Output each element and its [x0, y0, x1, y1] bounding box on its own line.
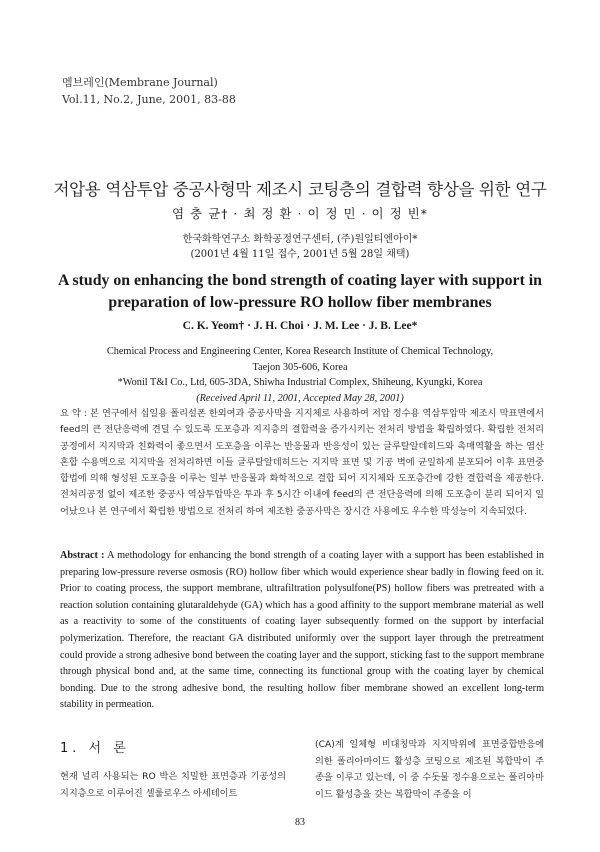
body-column-left: 현재 널리 사용되는 RO 박은 치밀한 표면층과 기공성의 지지층으로 이루어진 셀룰로우스 아세테이트	[60, 771, 286, 799]
affiliation-english	[0, 344, 600, 406]
journal-info	[62, 74, 236, 108]
abstract-english	[60, 548, 544, 714]
authors-english: C. K. Yeom† · J. H. Choi · J. M. Lee · J. B. Lee*	[182, 320, 418, 332]
authors-korean: 염 충 균† · 최 정 환 · 이 정 민 · 이 정 빈*	[172, 206, 428, 221]
abstract-label: Abstract :	[60, 550, 105, 561]
journal-issue: Vol.11, No.2, June, 2001, 83-88	[62, 93, 236, 106]
affiliation-english-line2: Taejon 305-606, Korea	[252, 361, 348, 373]
abstract-korean: 요 약 : 본 연구에서 십일용 폴리설폰 한외여과 중공사막을 지지체로 사용하여 저압 정수용 역삼투압막 제조시 막표면에서 feed의 큰 전단응력에 견딜 수 있도록 도포층과 지지층의 결합력을 증가시키는 전처리 방법을 확립하였다. 확립한 전처리 공정에서 지지막과 친화력이 좋으면서 도포층을 이루는 반응물과 반응성이 있는 글루탈알데히드와 촉매역활을 하는 염산 혼합 수용액으로 지지막을 전처리하면 이들 글루탈알데히드는 지지막 표면 및 기공 벽에 균일하게 분포되어 이후 표면중합법에 의해 형성된 도포층을 이루는 일부 반응물과 화학적으로 결합 되어 지지체와 도포층간에 강한 결합력을 제공한다. 전처리공정 없이 제조한 중공사 역삼투압막은 투과 후 5시간 이내에 feed의 큰 전단응력에 의해 도포층이 분리 되어지 일어났으나 본 연구에서 확립한 방법으로 전처리 하여 제조한 중공사막은 장시간 사용에도 우수한 막성능이 지속되었다.	[60, 408, 544, 517]
journal-name: 멤브레인(Membrane Journal)	[62, 76, 218, 89]
section-heading-introduction: 1. 서 론	[60, 741, 130, 756]
affiliation-korean-line: 한국화학연구소 화학공정연구센터, (주)원일티엔아이*	[182, 234, 418, 245]
affiliation-english-line3: *Wonil T&I Co., Ltd, 605-3DA, Shiwha Industrial Complex, Shiheung, Kyungki, Korea	[117, 377, 483, 388]
body-column-right: (CA)계 일체형 비대칭막과 지지막위에 표면중합반응에 의한 폴리아마이드 활성층 코팅으로 제조된 복합막이 주종을 이루고 있는데, 이 중 수돗물 정수용으로는 폴리아마이드 활성층을 갖는 복합막이 주종을 이	[315, 739, 544, 800]
abstract-text: A methodology for enhancing the bond strength of a coating layer with a support has been established in preparing low-pressure reverse osmosis (RO) hollow fiber which would experience shear badly in flowing feed on it. Prior to coating process, the support membrane, ultrafiltration polysulfone(PS) hollow fibers was pretreated with a reaction solution containing glutaraldehyde (GA) which has a good affinity to the support membrane material as well as a reactivity to some of the constituents of coating layer subsequently formed on the support by interfacial polymerization. Therefore, the reactant GA distributed uniformly over the support layer through the pretreatment could provide a strong adhesive bond between the coating layer and the support, sticking fast to the support membrane through physical bond and, at the same time, connecting its functional group with the coating layer by chemical bonding. Due to the strong adhesive bond, the resulting hollow fiber membrane showed an excellent long-term stability in permeation.	[60, 550, 544, 711]
received-date-english: (Received April 11, 2001, Accepted May 28, 2001)	[196, 392, 404, 404]
page-number: 83	[295, 817, 305, 828]
received-date-korean: (2001년 4월 11일 접수, 2001년 5월 28일 채택)	[190, 249, 410, 260]
affiliation-korean	[0, 232, 600, 262]
title-english: A study on enhancing the bond strength of coating layer with support in preparation of low-pressure RO hollow fiber membranes	[58, 272, 542, 311]
title-korean: 저압용 역삼투압 중공사형막 제조시 코팅층의 결합력 향상을 위한 연구	[53, 180, 547, 199]
affiliation-english-line1: Chemical Process and Engineering Center, Korea Research Institute of Chemical Technology,	[106, 346, 494, 357]
